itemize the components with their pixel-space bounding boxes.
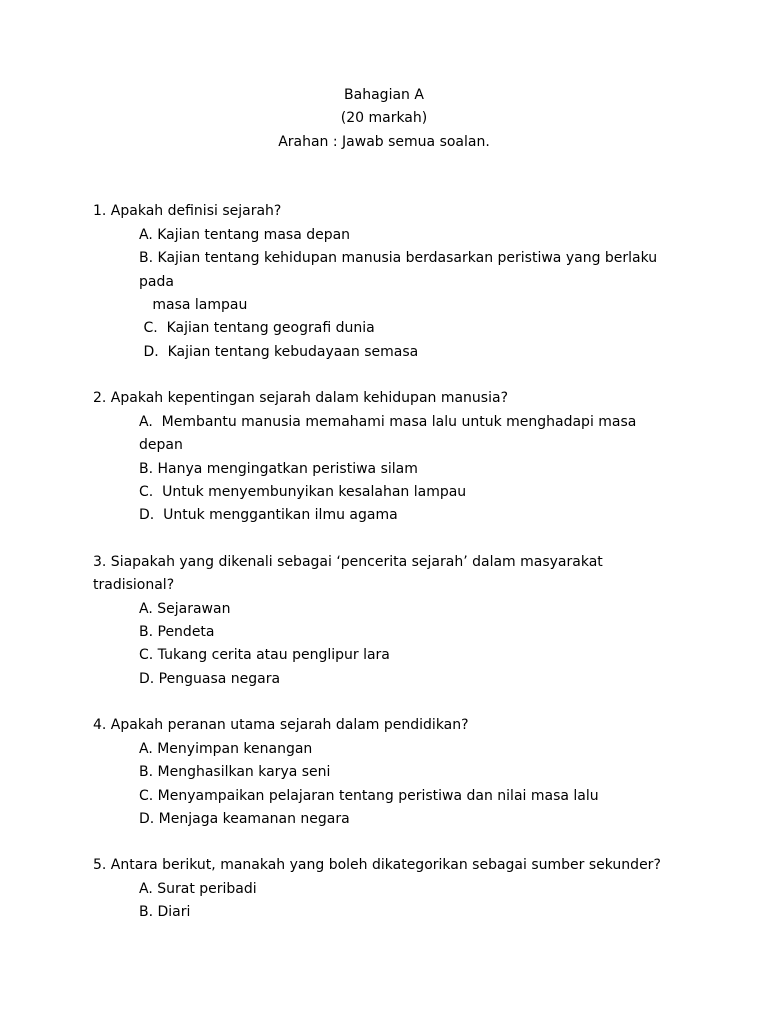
option-d: D. Untuk menggantikan ilmu agama (139, 507, 398, 523)
option-a: A. Sejarawan (139, 601, 231, 617)
question-text: 2. Apakah kepentingan sejarah dalam kehidupan manusia? (93, 390, 508, 406)
option-b: B. Diari (139, 904, 191, 920)
option-d: D. Kajian tentang kebudayaan semasa (139, 344, 419, 360)
option-c: C. Kajian tentang geografi dunia (139, 320, 375, 336)
option-d: D. Penguasa negara (139, 671, 281, 687)
question-text: 1. Apakah definisi sejarah? (93, 203, 282, 219)
option-a-continued: depan (139, 437, 183, 453)
question-text: 3. Siapakah yang dikenali sebagai ‘pencerita sejarah’ dalam masyarakat (93, 554, 603, 570)
option-b: B. Kajian tentang kehidupan manusia berdasarkan peristiwa yang berlaku (139, 250, 658, 266)
option-a: A. Surat peribadi (139, 881, 257, 897)
option-b-continued: pada (139, 274, 174, 290)
option-b: B. Hanya mengingatkan peristiwa silam (139, 461, 418, 477)
option-c: C. Tukang cerita atau penglipur lara (139, 647, 390, 663)
question-text-continued: tradisional? (93, 577, 175, 593)
section-marks: (20 markah) (340, 110, 428, 126)
option-b-continued: masa lampau (139, 297, 248, 313)
section-instruction: Arahan : Jawab semua soalan. (278, 134, 490, 150)
option-a: A. Membantu manusia memahami masa lalu untuk menghadapi masa (139, 414, 637, 430)
option-b: B. Menghasilkan karya seni (139, 764, 331, 780)
section-title: Bahagian A (344, 87, 424, 103)
option-d: D. Menjaga keamanan negara (139, 811, 350, 827)
question-text: 4. Apakah peranan utama sejarah dalam pendidikan? (93, 717, 469, 733)
option-b: B. Pendeta (139, 624, 215, 640)
option-a: A. Kajian tentang masa depan (139, 227, 351, 243)
question-text: 5. Antara berikut, manakah yang boleh dikategorikan sebagai sumber sekunder? (93, 857, 661, 873)
option-c: C. Menyampaikan pelajaran tentang peristiwa dan nilai masa lalu (139, 788, 599, 804)
option-a: A. Menyimpan kenangan (139, 741, 313, 757)
option-c: C. Untuk menyembunyikan kesalahan lampau (139, 484, 467, 500)
